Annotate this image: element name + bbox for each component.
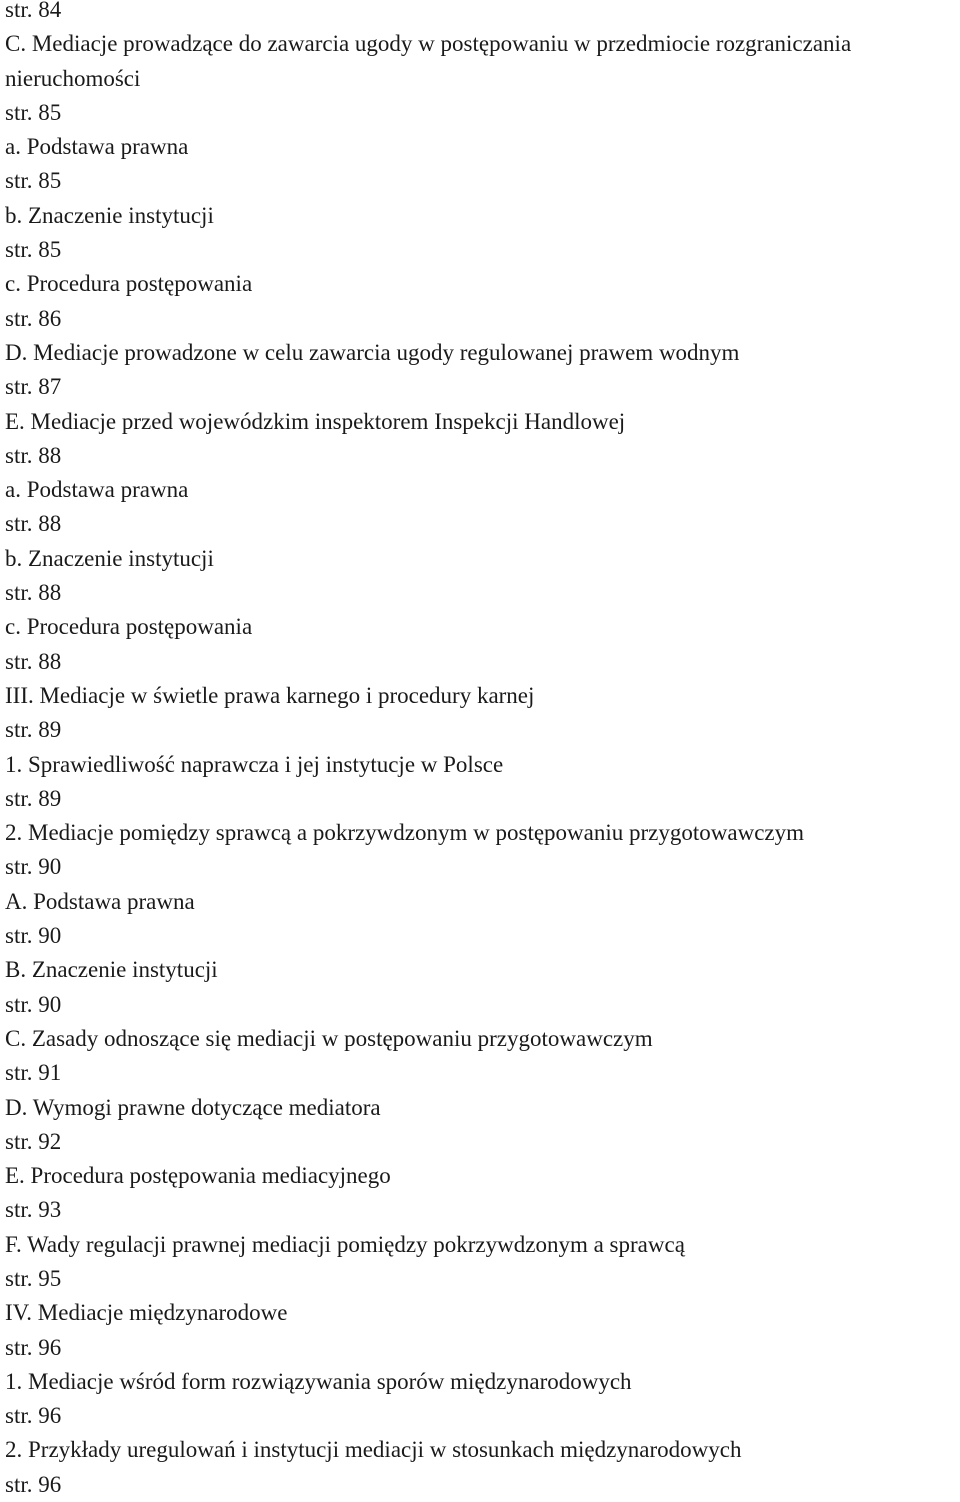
toc-entry-title: IV. Mediacje międzynarodowe [5, 1300, 288, 1326]
toc-entry-title: D. Mediacje prowadzone w celu zawarcia ugody regulowanej prawem wodnym [5, 339, 740, 365]
toc-page-number: str. 91 [5, 1060, 62, 1086]
toc-page-number: str. 90 [5, 991, 62, 1017]
toc-page-number: str. 95 [5, 1265, 62, 1291]
toc-entry-title: C. Mediacje prowadzące do zawarcia ugody w postępowaniu w przedmiocie rozgraniczania [5, 31, 852, 57]
toc-page-number: str. 88 [5, 648, 62, 674]
toc-entry-title: b. Znaczenie instytucji [5, 545, 214, 571]
toc-entry-title: 2. Mediacje pomiędzy sprawcą a pokrzywdzonym w postępowaniu przygotowawczym [5, 820, 805, 846]
toc-page-number: str. 88 [5, 511, 62, 537]
toc-entry-title-continued: nieruchomości [5, 65, 141, 91]
toc-page-number: str. 93 [5, 1197, 62, 1223]
toc-page-number: str. 85 [5, 237, 62, 263]
toc-page-number: str. 85 [5, 168, 62, 194]
toc-page-number: str. 86 [5, 305, 62, 331]
toc-page-number: str. 89 [5, 785, 62, 811]
toc-entry-title: c. Procedura postępowania [5, 271, 253, 297]
toc-entry-title: c. Procedura postępowania [5, 614, 253, 640]
toc-entry-title: III. Mediacje w świetle prawa karnego i procedury karnej [5, 682, 535, 708]
toc-entry-title: F. Wady regulacji prawnej mediacji pomiędzy pokrzywdzonym a sprawcą [5, 1231, 685, 1257]
toc-page-number: str. 88 [5, 580, 62, 606]
toc-page-number: str. 84 [5, 0, 62, 22]
toc-entry-title: 1. Mediacje wśród form rozwiązywania sporów międzynarodowych [5, 1368, 632, 1394]
toc-entry-title: a. Podstawa prawna [5, 134, 189, 160]
toc-page-number: str. 87 [5, 374, 62, 400]
toc-page-number: str. 92 [5, 1128, 62, 1154]
toc-page-number: str. 96 [5, 1471, 62, 1497]
toc-page-number: str. 89 [5, 717, 62, 743]
toc-entry-title: E. Mediacje przed wojewódzkim inspektorem Inspekcji Handlowej [5, 408, 626, 434]
toc-page-number: str. 90 [5, 854, 62, 880]
toc-entry-title: C. Zasady odnoszące się mediacji w postępowaniu przygotowawczym [5, 1025, 653, 1051]
toc-page-number: str. 96 [5, 1334, 62, 1360]
table-of-contents [5, 0, 955, 1502]
toc-page-number: str. 88 [5, 442, 62, 468]
toc-page-number: str. 96 [5, 1403, 62, 1429]
toc-page-number: str. 85 [5, 99, 62, 125]
toc-entry-title: D. Wymogi prawne dotyczące mediatora [5, 1094, 381, 1120]
toc-entry-title: a. Podstawa prawna [5, 477, 189, 503]
toc-entry-title: B. Znaczenie instytucji [5, 957, 218, 983]
toc-entry-title: b. Znaczenie instytucji [5, 202, 214, 228]
toc-page-number: str. 90 [5, 923, 62, 949]
toc-entry-title: 1. Sprawiedliwość naprawcza i jej instytucje w Polsce [5, 751, 504, 777]
toc-entry-title: E. Procedura postępowania mediacyjnego [5, 1163, 391, 1189]
toc-entry-title: 2. Przykłady uregulowań i instytucji mediacji w stosunkach międzynarodowych [5, 1437, 742, 1463]
toc-entry-title: A. Podstawa prawna [5, 888, 195, 914]
